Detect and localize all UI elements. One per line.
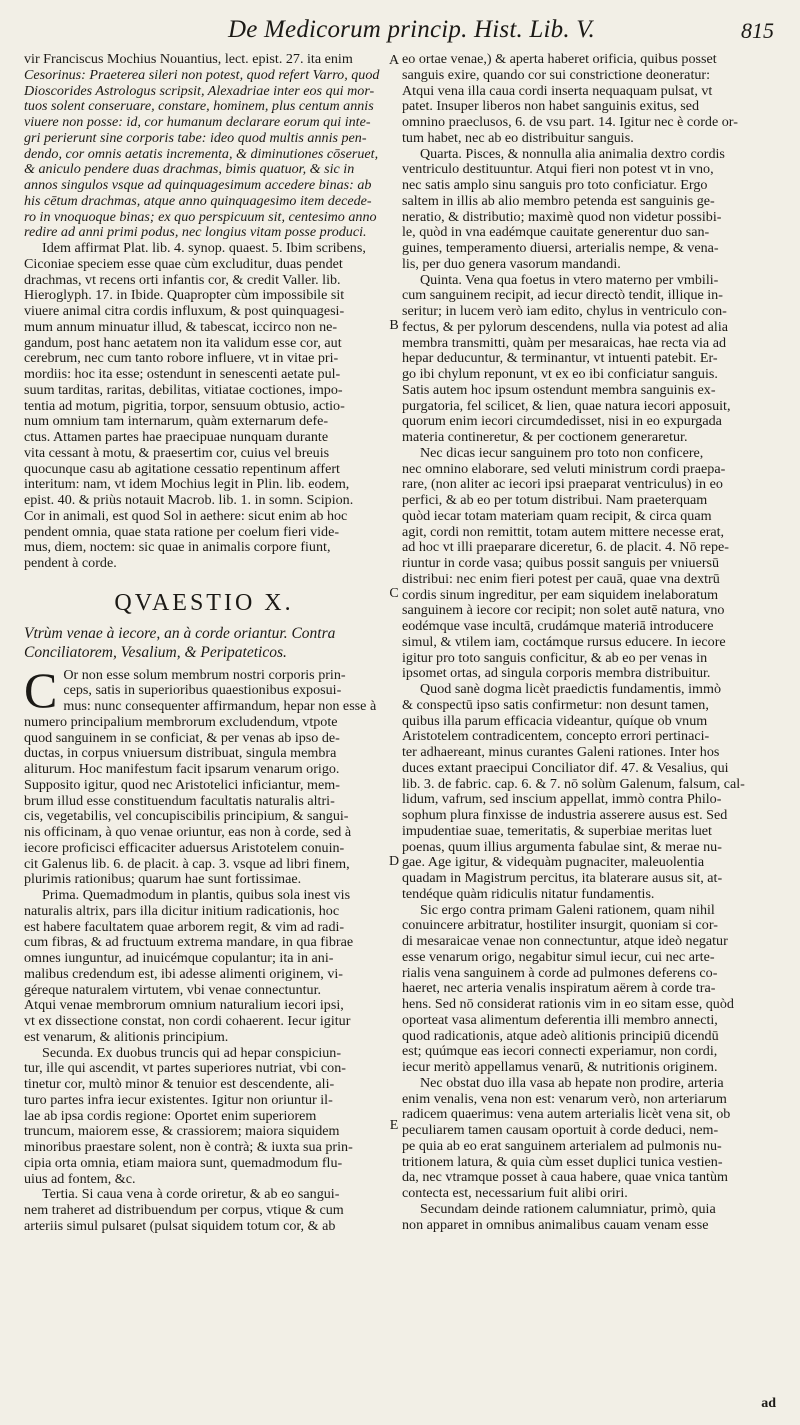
text-line: membra transmitti, quàm per mesaraicas, hae recta via ad	[402, 334, 727, 351]
text-line: suum tarditas, raritas, debilitas, vitiatae coctiones, impo-	[24, 381, 343, 398]
text-line: mum annum minuatur illud, & tabescat, iccirco non ne-	[24, 318, 338, 335]
running-title: De Medicorum princip. Hist. Lib. V.	[228, 16, 595, 43]
paragraph-tertia	[24, 1187, 384, 1234]
catchword: ad	[761, 1396, 776, 1411]
text-line: his cētum drachmas, atque anno quinquagesimo item decede-	[24, 192, 372, 209]
right-column	[402, 52, 770, 1233]
text-line: Idem affirmat Plat. lib. 4. synop. quaest. 5. Ibim scribens,	[42, 240, 366, 256]
text-line: ductas, in corpus vniuersum distribuat, singula membra	[24, 745, 337, 762]
text-line: sanguis exire, quando cor sui constrictione deoneratur:	[402, 66, 711, 83]
text-line: nec omnino elaborare, sed veluti ministrum cordi praepa-	[402, 460, 726, 477]
text-line: naturalis altrix, pars illa dicitur initium radicationis, hoc	[24, 902, 340, 919]
text-line: saltem in illis ab alio membro petenda est sanguinis ge-	[402, 192, 715, 209]
text-line: Cor in animali, est quod Sol in aethere: sicut enim ab hoc	[24, 507, 348, 524]
text-line: lis, per duo genera vasorum mandandi.	[402, 255, 621, 272]
text-line: lidum, vafrum, sed inscium appellat, immò contra Philo-	[402, 791, 722, 808]
text-line: nem traheret ad distribuendum per corpus, vtique & cum	[24, 1202, 344, 1218]
text-line: le, quòd in vna eadémque cauitate generentur duo san-	[402, 224, 710, 241]
paragraph-idem	[24, 241, 384, 572]
text-line: Atqui vena illa caua cordi inserta nequaquam pulsat, vt	[402, 82, 713, 99]
paragraph-secundam	[402, 1202, 770, 1234]
text-line: géreque naturalem virtutem, vbi venae connectuntur.	[24, 981, 322, 998]
page-number: 815	[741, 18, 774, 43]
text-line: tinetur cor, multò minor & tenuior est descendente, ali-	[24, 1076, 335, 1092]
text-line: viuere animal citra cordis influxum, & post quinquagesi-	[24, 303, 345, 319]
text-line: Quinta. Vena qua foetus in vtero materno per vmbili-	[420, 271, 719, 288]
text-line: ctus. Attamen partes hae praecipuae nunquam durante	[24, 429, 329, 445]
text-line: est; quúmque eas iecori connecti experiamur, non cordi,	[402, 1043, 718, 1060]
text-line: uius ad fontem, &c.	[24, 1170, 136, 1187]
text-line: ipsomet ortas, ad singula corporis membra distribuitur.	[402, 665, 711, 682]
left-top-paragraph	[24, 52, 384, 241]
text-line: vt ex dissectione constat, non cordi cohaerent. Iecur igitur	[24, 1013, 351, 1029]
text-line: dendo, cor omnis aetatis incrementa, & diminutiones cōseruet,	[24, 145, 379, 162]
text-line: hepar deducuntur, & terminantur, vt intuenti patebit. Er-	[402, 350, 718, 367]
text-line: tentia ad motum, pigritia, torpor, sensuum obtusio, actio-	[24, 397, 345, 414]
text-line: quod sanguinem in se conficiat, & per venas ab ipso de-	[24, 729, 340, 746]
text-line: tendéque quàm ridiculis nitatur fundamentis.	[402, 885, 655, 902]
text-line: Vtrùm venae à iecore, an à corde oriantur. Contra	[24, 624, 336, 642]
text-line: agit, cordi non remittit, totam autem mittere necesse erat,	[402, 523, 725, 540]
text-line: cerebrum, nec cum tanto robore influere, vt in vitae pri-	[24, 350, 339, 367]
text-line: epist. 40. & priùs notauit Macrob. lib. 1. in somn. Scipion.	[24, 492, 354, 508]
margin-letter-c: C	[389, 586, 399, 601]
text-line: distribui: nec enim fieri potest per cauā, quae vna dextrū	[402, 570, 720, 587]
text-line: Tertia. Si caua vena à corde oriretur, & ab eo sangui-	[42, 1186, 340, 1203]
text-line: Atqui venae membrorum omnium naturalium iecori ipsi,	[24, 997, 344, 1014]
text-line: annos singulos vsque ad quinquagesimum accedere binas: ab	[24, 177, 372, 193]
text-line: lib. 3. de fabric. cap. 6. & 7. nō solùm Galenum, falsum, cal-	[402, 775, 745, 792]
text-line: cipia orta omnia, etiam maiora sunt, quemadmodum flu-	[24, 1154, 343, 1171]
text-line: drachmas, vt recens orti infantis cor, & credit Valler. lib.	[24, 271, 341, 288]
text-line: poenas, quum illius argumenta fabulae sint, & merae nu-	[402, 838, 722, 855]
paragraph-quarta	[402, 147, 770, 273]
text-line: Nec dicas iecur sanguinem pro toto non conficere,	[420, 444, 704, 461]
text-line: da, nec vtramque posset à caua habere, quae vnica tantùm	[402, 1169, 728, 1186]
paragraph-prima	[24, 888, 384, 1046]
text-line: hens. Sed nō considerat rationis vim in eo sitam esse, quòd	[402, 996, 734, 1012]
text-line: gandum, post hanc aetatem non ita validum esse cor, aut	[24, 334, 342, 351]
text-line: igitur pro toto sanguis conficitur, & ab eo per venas in	[402, 649, 708, 666]
text-line: numero principalium membrorum excludendum, vtpote	[24, 713, 338, 730]
text-line: Nec obstat duo illa vasa ab hepate non prodire, arteria	[420, 1074, 724, 1091]
text-line: Ciconiae speciem esse quae cùm excluditur, duas pendet	[24, 255, 343, 272]
quaestio-heading: QVAESTIO X.	[114, 589, 294, 616]
text-line: esse venarum origo, negabitur simul iecur, cui nec arte-	[402, 948, 715, 965]
paragraph-quod	[402, 682, 770, 903]
margin-letter-d: D	[388, 854, 400, 869]
paragraph-nec-dicas	[402, 446, 770, 682]
text-line: materia contineretur, & per coctionem generaretur.	[402, 429, 688, 445]
text-line: go ibi chylum reponunt, vt ex eo ibi conficiatur sanguis.	[402, 366, 718, 382]
text-line: ro in vnoquoque binas; ex quo perspicuum sit, centesimo anno	[24, 208, 377, 225]
text-line: Hieroglyph. 17. in Ibide. Quapropter cùm impossibile sit	[24, 287, 345, 304]
margin-letter-b: B	[389, 318, 399, 333]
text-line: ad hoc vt illi praeparare diceretur, 6. de placit. 4. Nō repe-	[402, 539, 729, 556]
text-line: iecur meritò appellamus venarū, & nutritionis originem.	[402, 1059, 718, 1075]
text-line: neratio, & distributio; maximè quod non videtur possibi-	[402, 208, 722, 225]
text-line: Dioscorides Astrologus scripsit, Alexadriae inter eos qui mor-	[24, 82, 375, 99]
text-line: mus, diem, noctem: sic quae in animalis corpore fiunt,	[24, 539, 331, 556]
text-line: impudentiae suae, temeritatis, & superbiae meritas luet	[402, 822, 712, 839]
text-line: iecore proficisci efficaciter aduersus Aristotelem conuin-	[24, 839, 345, 856]
text-line: oporteat vasa alimentum deferentia illi membro annecti,	[402, 1011, 718, 1028]
text-line: duces extant praecipui Conciliator dif. 47. & Vesalius, qui	[402, 759, 729, 776]
text-line: rare, (non aliter ac iecori ipsi praeparat ventriculus) in eo	[402, 476, 723, 493]
text-line: ceps, satis in superioribus quaestionibus exposui-	[63, 682, 342, 699]
text-line: cum fibras, & ad fructuum extrema mandare, in qua fibrae	[24, 934, 354, 951]
text-line: Conciliatorem, Vesalium, & Peripateticos.	[24, 643, 287, 661]
text-line: enim venalis, vena non est: venarum verò, non arteriarum	[402, 1090, 727, 1107]
text-line: Aristotelem contradicentem, concepto errori pertinaci-	[402, 728, 710, 745]
text-line: Secunda. Ex duobus truncis qui ad hepar conspiciun-	[42, 1044, 342, 1061]
text-line: rialis vena sanguinem à corde ad pulmones deferens co-	[402, 964, 718, 981]
text-line: minoribus praestare solent, non è contrà; & iuxta sua prin-	[24, 1139, 353, 1155]
right-top-paragraph	[402, 52, 770, 147]
text-line: truncum, maiorem esse, & crassiorem; maiora siquidem	[24, 1123, 340, 1140]
text-line: Quarta. Pisces, & nonnulla alia animalia dextro cordis	[420, 145, 725, 162]
text-line: interitum: nam, vt idem Mochius legit in Plin. lib. eodem,	[24, 476, 350, 493]
paragraph-cor	[24, 661, 384, 889]
text-line: perfici, & ab eo per totum distribui. Nam praeterquam	[402, 492, 708, 508]
text-line: mus: nunc consequenter affirmandum, hepar non esse à	[63, 698, 377, 714]
text-line: mordiis: hoc ita esse; ostendunt in senescenti aetate pul-	[24, 366, 341, 382]
text-line: cordis sinum ingreditur, per eam siquidem inelaboratum	[402, 586, 719, 603]
text-line: vir Franciscus Mochius Nouantius, lect. epist. 27. ita enim	[24, 51, 353, 67]
text-line: nis officinam, à quo venae oriuntur, eas non à corde, sed à	[24, 824, 352, 840]
text-line: di mesaraicae venae non connectuntur, atque ideò negatur	[402, 933, 728, 949]
text-line: non apparet in omnibus animalibus cauam venam esse	[402, 1216, 709, 1233]
text-line: & conspectū ipso satis confirmetur: non desunt tamen,	[402, 696, 709, 713]
paragraph-sic	[402, 903, 770, 1076]
text-line: eodémque vase incultā, crudámque materiā introducere	[402, 618, 714, 634]
text-line: sanguinem à iecore cor recipit; non solet autē natura, vno	[402, 602, 725, 619]
text-line: gae. Age igitur, & videquàm pugnaciter, maleuolentia	[402, 854, 705, 871]
text-line: tritionem latura, & quia cùm esset duplici tunica vestien-	[402, 1153, 723, 1170]
text-line: omnes iunguntur, ad inuicémque copulantur; ita in ani-	[24, 950, 334, 966]
text-line: purgatoria, fel scilicet, & lien, quae natura iecori apposuit,	[402, 397, 731, 414]
text-line: cit Galenus lib. 6. de placit. à cap. 3. vsque ad libri finem,	[24, 855, 350, 872]
text-line: eo ortae venae,) & aperta haberet orificia, quibus posset	[402, 51, 717, 67]
text-line: omnino praeclusos, 6. de vsu part. 14. Igitur nec è corde or-	[402, 114, 738, 130]
text-line: brum illud esse constituendum facultatis naturalis altri-	[24, 792, 335, 809]
text-line: aliturum. Hoc manifestum facit ipsarum venarum origo.	[24, 761, 340, 777]
text-line: peculiarem tamen causam oportuit à corde deduci, nem-	[402, 1122, 719, 1138]
text-line: quadam in Magistrum percitus, ita blaterare ausus sit, at-	[402, 870, 723, 886]
text-line: ventriculo destituuntur. Atqui fieri non potest vt in vno,	[402, 161, 714, 178]
page-header	[0, 14, 800, 48]
text-line: radicem quaerimus: vena autem arterialis licèt vena sit, ob	[402, 1106, 731, 1123]
text-line: plurimis rationibus; quarum hae sunt fortissimae.	[24, 871, 302, 888]
text-line: cis, vegetabilis, vel concupiscibilis principium, & sangui-	[24, 808, 349, 825]
text-line: nec satis amplo sinu sanguis pro toto conficiatur. Ergo	[402, 177, 708, 193]
text-line: est venarum, & alitionis principium.	[24, 1028, 229, 1045]
text-line: quòd iecar totam materiam quam recipit, & circa quam	[402, 507, 712, 524]
text-line: guines, temperamento diuersi, arterialis nempe, & vena-	[402, 240, 719, 256]
text-line: simul, & vtilem iam, coctámque rursus educere. In iecore	[402, 633, 726, 650]
text-line: viuere non posse: id, cor humanum declarare eorum qui inte-	[24, 114, 371, 130]
text-line: vita cessant à motu, & praesertim cor, cuius vel breuis	[24, 444, 330, 461]
margin-letter-a: A	[388, 53, 400, 68]
text-line: pendent omnia, quae stata ratione per coelum fieri vide-	[24, 523, 340, 540]
text-line: turo partes infra iecur existentes. Igitur non oriuntur il-	[24, 1091, 333, 1108]
text-line: malibus credendum est, ibi adesse alimenti originem, vi-	[24, 965, 343, 982]
text-line: quorum enim iecori circumdedisset, nisi in eo expurgada	[402, 413, 722, 430]
text-line: lae ab ipsa cordis regione: Oportet enim superiorem	[24, 1107, 317, 1124]
text-line: tum habet, nec ab eo distribuitur sanguis.	[402, 129, 634, 146]
text-line: Or non esse solum membrum nostri corporis prin-	[63, 666, 346, 683]
text-line: Secundam deinde rationem calumniatur, primò, quia	[420, 1200, 716, 1217]
text-line: Cesorinus: Praeterea sileri non potest, quod refert Varro, quod	[24, 66, 380, 83]
text-line: arteriis simul pulsaret (pulsat siquidem totum cor, & ab	[24, 1217, 336, 1234]
text-line: Quod sanè dogma licèt praedictis fundamentis, immò	[420, 681, 721, 697]
text-line: patet. Insuper liberos non habet sanguinis exitus, sed	[402, 98, 700, 115]
text-line: sophum plura finxisse de industria asserere ausus est. Sed	[402, 807, 728, 823]
text-line: gri perierunt sine corporis tabe: ideo quod multis annis pen-	[24, 129, 367, 146]
text-line: Prima. Quemadmodum in plantis, quibus sola inest vis	[42, 887, 351, 903]
text-line: Satis autem hoc ipsum ostendunt membra sanguinis ex-	[402, 381, 716, 398]
text-line: Sic ergo contra primam Galeni rationem, quam nihil	[420, 901, 715, 918]
text-line: fectus, & per pylorum descendens, nulla via potest ad alia	[402, 318, 729, 335]
text-line: pe quia ab eo erat sanguinem arterialem ad pulmonis nu-	[402, 1137, 722, 1154]
paragraph-secunda	[24, 1046, 384, 1188]
text-line: quocunque casu ab agitatione cessatio repentinum affert	[24, 460, 340, 477]
text-line: riuntur in corde vasa; quibus possit sanguis per vniuersū	[402, 555, 720, 571]
text-line: cum sanguinem recipit, ad iecur directò tendit, illique in-	[402, 287, 723, 304]
left-column	[24, 52, 384, 1235]
text-line: haeret, nec arteria venalis inspiratum aërem à corde tra-	[402, 980, 716, 997]
text-line: ter adhaereant, minus curantes Galeni rationes. Inter hos	[402, 744, 720, 760]
text-line: seritur; in lucem verò iam edito, chylus in ventriculo con-	[402, 303, 727, 319]
margin-letter-e: E	[389, 1118, 399, 1133]
question-title	[24, 624, 384, 662]
text-line: num omnium tam internarum, quàm externarum defe-	[24, 413, 329, 430]
paragraph-quinta	[402, 273, 770, 446]
text-line: redire ad anni primi podus, nec longius vitam posse produci.	[24, 224, 367, 241]
text-line: tuos solent conseruare, constare, hominem, plus centum annis	[24, 98, 374, 115]
text-line: conuincere arbitratur, hostiliter insurgit, quoniam si cor-	[402, 917, 718, 934]
text-line: Supposito igitur, quod nec Aristotelici inficiantur, mem-	[24, 776, 340, 793]
text-line: & aniculo pendere duas drachmas, bimis quatuor, & sic in	[24, 161, 355, 178]
text-line: est habere facultatem quae arborem regit, & vim ad radi-	[24, 918, 345, 935]
text-line: quibus illa parum efficacia videantur, quíque ob vnum	[402, 712, 708, 729]
text-line: contecta est, necessarium fuit alibi oriri.	[402, 1185, 628, 1201]
text-line: tur, ille qui ascendit, vt partes superiores nutriat, vbi con-	[24, 1060, 346, 1077]
text-line: quod radicationis, atque adeò alitionis principiū dicendū	[402, 1027, 719, 1044]
text-line: pendent à corde.	[24, 555, 117, 571]
paragraph-nec-obstat	[402, 1076, 770, 1202]
spacer	[24, 572, 384, 582]
drop-cap: C	[24, 661, 58, 718]
